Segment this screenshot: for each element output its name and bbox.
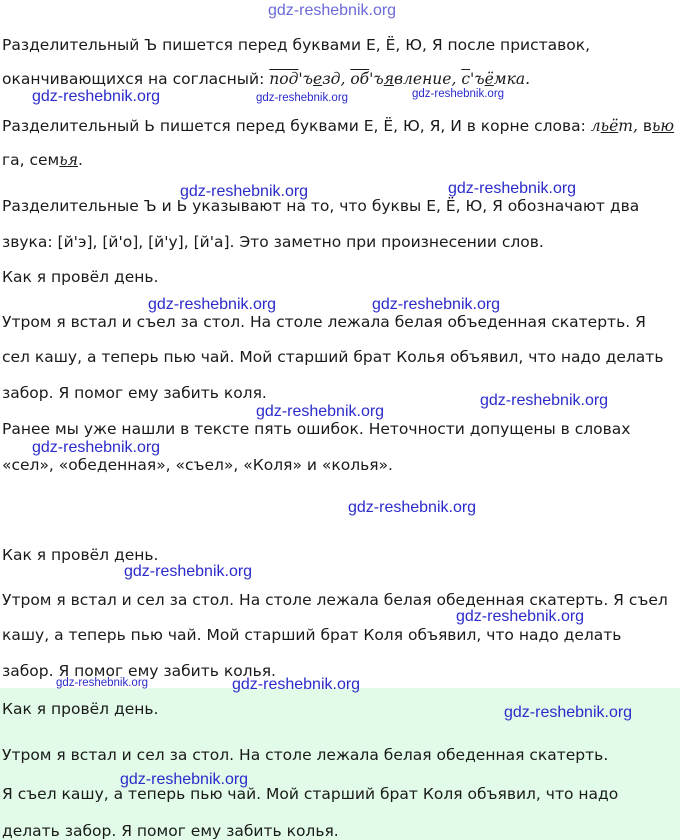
watermark: gdz-reshebnik.org: [180, 183, 309, 200]
watermark: gdz-reshebnik.org: [148, 296, 277, 313]
corrected-text-line3: забор. Я помог ему забить колья.: [2, 662, 276, 680]
watermark: gdz-reshebnik.org: [456, 608, 585, 625]
answer-line2: Я съел кашу, а теперь пью чай. Мой старший брат Коля объявил, что надо: [2, 785, 619, 803]
watermark: gdz-reshebnik.org: [348, 499, 477, 516]
answer-line3: делать забор. Я помог ему забить колья.: [2, 822, 339, 840]
watermark: gdz-reshebnik.org: [32, 88, 161, 105]
errors-note-line2: «сел», «обеденная», «съел», «Коля» и «колья».: [2, 456, 393, 474]
rule-hard-sign-line2: [2, 70, 530, 88]
rule-soft-sign-line2: га, семья.: [2, 151, 83, 169]
answer-line1: Утром я встал и сел за стол. На столе лежала белая обеденная скатерть.: [2, 746, 609, 764]
corrected-text-line2: кашу, а теперь пью чай. Мой старший брат Коля объявил, что надо делать: [2, 626, 622, 644]
errors-text-title: Как я провёл день.: [2, 268, 159, 286]
rule-soft-sign-line1: Разделительный Ь пишется перед буквами Е, Ё, Ю, Я, И в корне слова: льёт, вью: [2, 117, 675, 135]
watermark: gdz-reshebnik.org: [56, 677, 149, 689]
rule-both-line1: Разделительные Ъ и Ь указывают на то, что буквы Е, Ё, Ю, Я обозначают два: [2, 197, 640, 215]
watermark: gdz-reshebnik.org: [256, 403, 385, 420]
watermark: gdz-reshebnik.org: [268, 2, 397, 19]
watermark: gdz-reshebnik.org: [480, 392, 609, 409]
rule-both-line2: звука: [й'э], [й'о], [й'у], [й'а]. Это заметно при произнесении слов.: [2, 233, 544, 251]
example-lyot: льёт,: [590, 117, 638, 135]
errors-text-line2: сел кашу, а теперь пью чай. Мой старший брат Колья объявил, что надо делать: [2, 348, 664, 366]
watermark: gdz-reshebnik.org: [256, 92, 349, 104]
watermark: gdz-reshebnik.org: [504, 704, 633, 721]
example-podezd: под'ъезд,: [269, 70, 346, 88]
errors-note-line1: Ранее мы уже нашли в тексте пять ошибок. Неточности допущены в словах: [2, 420, 631, 438]
example-semka: с'ъёмка.: [461, 70, 531, 88]
errors-text-line1: Утром я встал и съел за стол. На столе лежала белая объеденная скатерть. Я: [2, 313, 646, 331]
watermark: gdz-reshebnik.org: [412, 88, 505, 100]
rule-hard-sign-label: оканчивающихся на согласный:: [2, 70, 265, 88]
errors-text-line3: забор. Я помог ему забить коля.: [2, 384, 267, 402]
watermark: gdz-reshebnik.org: [120, 771, 249, 788]
watermark: gdz-reshebnik.org: [448, 180, 577, 197]
answer-title: Как я провёл день.: [2, 700, 159, 718]
corrected-text-title: Как я провёл день.: [2, 546, 159, 564]
watermark: gdz-reshebnik.org: [32, 439, 161, 456]
corrected-text-line1: Утром я встал и сел за стол. На столе лежала белая обеденная скатерть. Я съел: [2, 591, 668, 609]
example-vyuga-part1: вью: [642, 117, 675, 135]
watermark: gdz-reshebnik.org: [124, 563, 253, 580]
rule-hard-sign-line1: Разделительный Ъ пишется перед буквами Е, Ё, Ю, Я после приставок,: [2, 36, 591, 54]
watermark: gdz-reshebnik.org: [232, 676, 361, 693]
example-obyavlenie: об'ъявление,: [350, 70, 457, 88]
watermark: gdz-reshebnik.org: [372, 296, 501, 313]
